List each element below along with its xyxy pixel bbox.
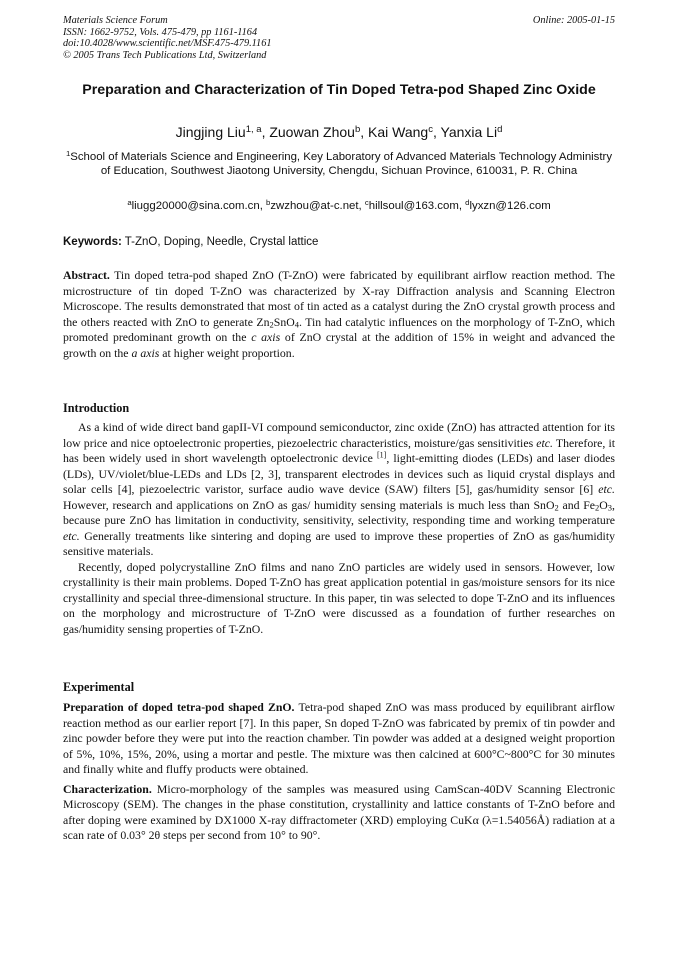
citation[interactable]: [1] (376, 450, 387, 460)
keywords (63, 235, 615, 249)
author-affil-mark: d (497, 123, 503, 135)
email-link[interactable]: lyxzn@126.com (469, 200, 551, 212)
doi-line[interactable]: doi:10.4028/www.scientific.net/MSF.475-479.1161 (63, 38, 272, 50)
paragraph: Preparation of doped tetra-pod shaped ZnO. Tetra-pod shaped ZnO was mass produced by equilibrant airflow reaction method as our earlier report [7]. In this paper, Sn doped T-ZnO was fabricated by premix of tin powder and zinc powder before they were put into the reaction chamber. Tin powder was added at a designed weight proportion of 5%, 10%, 15%, 20%, using a mortar and pestle. The mixture was then calcined at 600°C~800°C for 30 minutes and finally white and fluffy products were obtained. (63, 700, 615, 776)
journal-header (63, 15, 272, 61)
experimental-body (63, 700, 615, 844)
section-heading-experimental: Experimental (63, 680, 135, 694)
author-name: Yanxia Li (440, 124, 498, 140)
author-affil-mark: b (354, 123, 361, 135)
keywords-text: T-ZnO, Doping, Needle, Crystal lattice (124, 236, 319, 248)
abstract-label: Abstract. (63, 268, 110, 282)
email-link[interactable]: zwzhou@at-c.net, (270, 200, 362, 212)
email-list: $^a$liugg20000@sina.com.cn, $^b$zwzhou@at-c.net, $^c$hillsoul@163.com, $^d$lyxzn@126.com (127, 197, 551, 212)
email-link[interactable]: hillsoul@163.com, (368, 200, 462, 212)
subsection-label: Preparation of doped tetra-pod shaped ZnO. (63, 700, 295, 714)
paragraph: As a kind of wide direct band gapII-VI compound semiconductor, zinc oxide (ZnO) has attracted attention for its low price and nice optoelectronic properties, piezoelectric characteristics, moisture/gas sensitivities etc. Therefore, it has been widely used in short wavelength optoelectronic device [1], light-emitting diodes (LEDs) and laser diodes (LDs), UV/violet/blue-LEDs and LDs [2, 3], transparent electrodes in devices such as liquid crystal displays and solar cells [4], piezoelectric varistor, surface audio wave device (SAW) filters [5], gas/humidity sensor [6] etc. However, research and applications on ZnO as gas/ humidity sensing materials is much less than SnO$_2$ and $Fe_2O_3$, because pure ZnO has limitation in conductivity, sensitivity, selectivity, responding time and working temperature etc. Generally treatments like sintering and doping are used to improve these properties of ZnO as gas/humidity sensitive materials. (63, 420, 616, 558)
author-affil-mark: c (428, 123, 433, 135)
online-date: Online: 2005-01-15 (532, 15, 615, 26)
journal-name: Materials Science Forum (63, 15, 168, 26)
paragraph: Recently, doped polycrystalline ZnO films and nano ZnO particles are widely used in sensors. However, low crystallinity is their main problems. Doped T-ZnO has great application potential in gas/moisture sensors for its nice crystallinity and special three-dimensional structure. In this paper, tin was selected to dope T-ZnO and its influences on the morphology and microstructure of T-ZnO were discussed as a foundation of further researches on gas/humidity sensing properties of T-ZnO. (63, 559, 615, 636)
author-name: Zuowan Zhou (269, 124, 355, 140)
copyright-line: © 2005 Trans Tech Publications Ltd, Switzerland (63, 49, 267, 61)
affiliation-mark: 1 (65, 148, 71, 158)
abstract: Abstract. Tin doped tetra-pod shaped ZnO (T-ZnO) were fabricated by equilibrant airflow reaction method. The microstructure of tin doped T-ZnO was characterized by X-ray Diffraction analysis and Scanning Electron Microscope. The results demonstrated that most of tin acted as a catalyst during the ZnO crystal growth process and the others reacted with ZnO to generate $Zn_2SnO_4$. Tin had catalytic influences on the morphology of T-ZnO, which promoted predominant growth on the c axis of ZnO crystal at the addition of 15% in weight and advanced the growth on the a axis at higher weight proportion. (63, 268, 616, 360)
author-name: Kai Wang (368, 124, 429, 140)
issn-line: ISSN: 1662-9752, Vols. 475-479, pp 1161-1164 (63, 26, 258, 38)
author-list: Jingjing Liu$^{1, a}$, Zuowan Zhou$^b$, Kai Wang$^c$, Yanxia Li$^d$ (175, 123, 503, 140)
subsection-label: Characterization. (63, 781, 152, 796)
author-name: Jingjing Liu (175, 124, 246, 140)
affiliation-text: School of Materials Science and Engineering, Key Laboratory of Advanced Materials Technology Administry of Education, Southwest Jiaotong University, Chengdu, Sichuan Province, 610031, P. R. China (70, 151, 613, 177)
keywords-label: Keywords: (63, 236, 122, 248)
author-affil-mark: 1, a (245, 123, 262, 135)
section-heading-introduction: Introduction (63, 401, 130, 415)
affiliation (63, 150, 615, 178)
introduction-body (63, 420, 615, 637)
paragraph: Characterization. Micro-morphology of the samples was measured using CamScan-40DV Scanning Electronic Microscopy (SEM). The changes in the phase constitution, crystallinity and lattice constants of T-ZnO before and after doping were examined by DX1000 X-ray diffractometer (XRD) employing CuKα (λ=1.54056Å) radiation at a scan rate of 0.03° 2θ steps per second from 10° to 90°. (63, 781, 616, 842)
paper-title: Preparation and Characterization of Tin Doped Tetra-pod Shaped Zinc Oxide (82, 82, 596, 98)
email-link[interactable]: liugg20000@sina.com.cn, (131, 200, 263, 212)
